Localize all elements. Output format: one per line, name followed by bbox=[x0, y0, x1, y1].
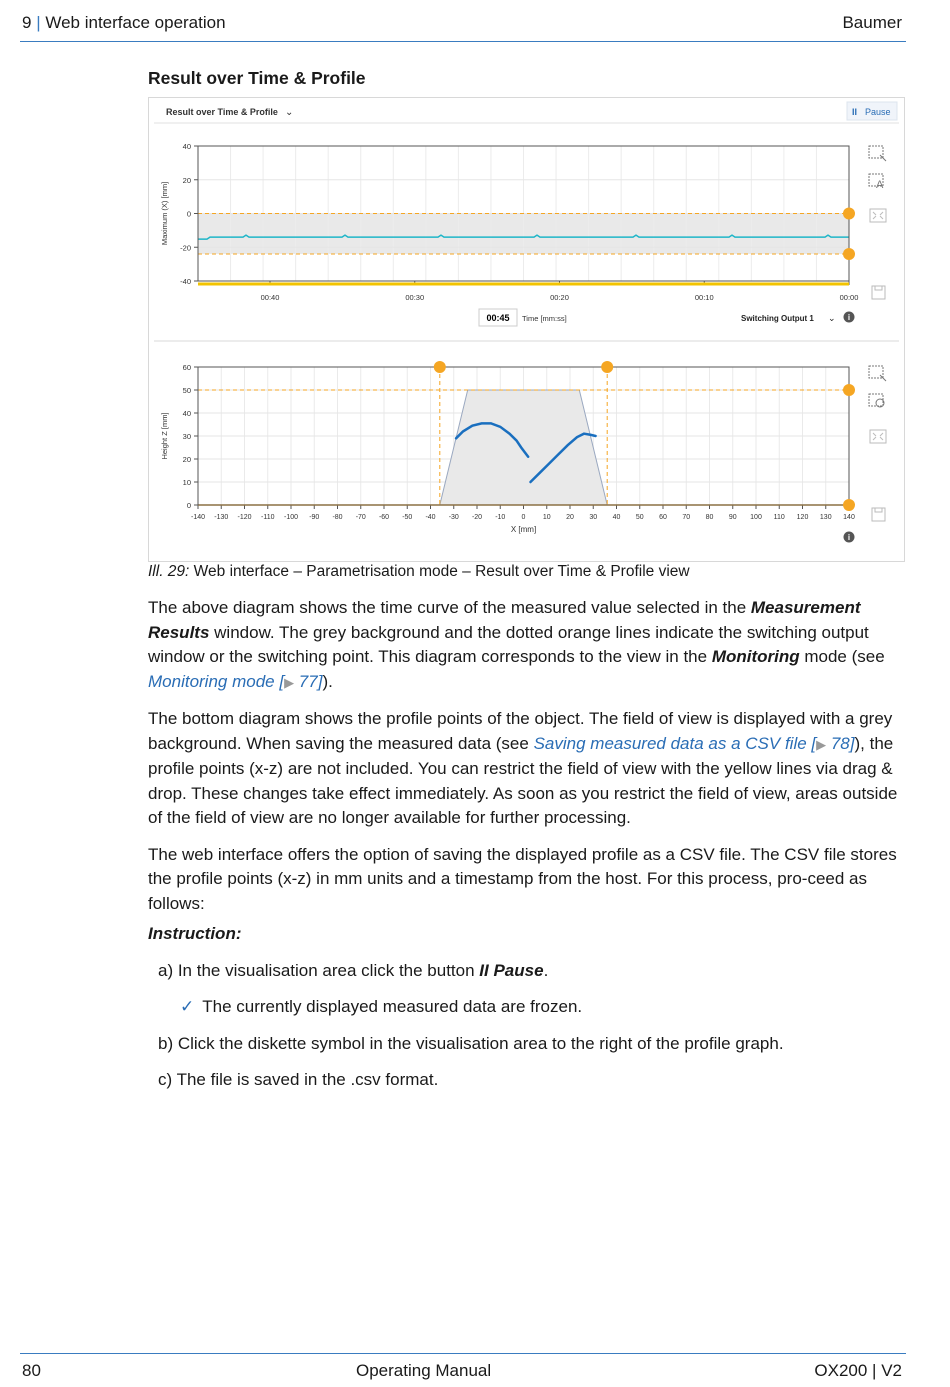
panel-title-chevron-icon[interactable]: ⌄ bbox=[285, 107, 294, 118]
x-tick-label: -50 bbox=[402, 514, 413, 521]
x-tick-label: 00:10 bbox=[694, 293, 714, 302]
step-a-bold: II Pause bbox=[479, 960, 544, 980]
fullscreen-icon-2[interactable] bbox=[870, 430, 886, 443]
svg-text:i: i bbox=[847, 313, 851, 322]
step-a-end: . bbox=[543, 960, 549, 980]
info-icon-2[interactable] bbox=[844, 532, 855, 543]
x-tick-label: 10 bbox=[542, 514, 551, 521]
x-tick-label: 00:20 bbox=[550, 293, 569, 302]
x-tick-label: 50 bbox=[635, 514, 644, 521]
save-diskette-icon[interactable] bbox=[872, 286, 885, 299]
fullscreen-icon[interactable] bbox=[870, 209, 886, 222]
y-axis-label: Height Z [mm] bbox=[160, 412, 169, 460]
brand-name: Baumer bbox=[842, 13, 902, 32]
time-badge bbox=[479, 309, 517, 326]
x-tick-label: 120 bbox=[796, 514, 809, 521]
paragraph-2 bbox=[148, 707, 906, 831]
limit-handle bbox=[843, 208, 855, 220]
y-tick-label: 20 bbox=[182, 175, 191, 185]
figure-caption bbox=[148, 563, 690, 581]
p1-text-1: The above diagram shows the time curve of the measured value selected in the bbox=[148, 598, 751, 617]
step-a-result bbox=[148, 995, 906, 1020]
field-of-view bbox=[440, 390, 607, 505]
caption-text: Web interface – Parametrisation mode – Result over Time & Profile view bbox=[189, 563, 690, 580]
x-tick-label: 110 bbox=[773, 514, 785, 521]
y-tick-label: 40 bbox=[182, 409, 191, 418]
p2-text-1: The bottom diagram shows the profile points of the object. The field of view is displayed with a grey background. When saving the measured data (see bbox=[148, 709, 893, 753]
measure-tool-icon[interactable] bbox=[869, 394, 884, 407]
section-title: Result over Time & Profile bbox=[148, 68, 366, 88]
chapter-heading: 9 | Web interface operation bbox=[22, 13, 226, 32]
pause-label: Pause bbox=[865, 107, 891, 117]
y-tick-label: 60 bbox=[182, 363, 191, 372]
checkmark-icon: ✓ bbox=[180, 997, 195, 1016]
page-number: 80 bbox=[22, 1361, 41, 1380]
x-tick-label: 40 bbox=[612, 514, 621, 521]
step-a-text: a) In the visualisation area click the button bbox=[158, 960, 480, 980]
y-tick-label: 40 bbox=[182, 142, 191, 151]
y-tick-label: 10 bbox=[182, 478, 191, 487]
page-footer bbox=[20, 1353, 906, 1384]
paragraph-3: The web interface offers the option of saving the displayed profile as a CSV file. The CSV file stores the profile points (x-z) in mm units and a timestamp from the host. For this process, pro-ceed as follows: bbox=[148, 844, 897, 913]
x-tick-label: -70 bbox=[355, 514, 366, 521]
x-tick-label: 0 bbox=[521, 514, 526, 521]
x-tick-label: 70 bbox=[682, 514, 691, 521]
y-axis-label: Maximum (X) [mm] bbox=[160, 181, 169, 246]
monitoring-mode-link[interactable] bbox=[148, 672, 322, 691]
x-tick-label: 00:30 bbox=[405, 293, 425, 302]
x-tick-label: -110 bbox=[261, 514, 275, 521]
x-tick-label: -140 bbox=[190, 514, 206, 521]
y-tick-label: -20 bbox=[180, 243, 191, 253]
x-tick-label: -40 bbox=[425, 514, 436, 521]
x-tick-label: 20 bbox=[566, 514, 574, 521]
link-arrow-icon: ▶ bbox=[284, 674, 295, 690]
x-tick-label: -20 bbox=[471, 514, 483, 521]
y-tick-label: 50 bbox=[182, 386, 191, 395]
x-tick-label: -130 bbox=[214, 514, 229, 521]
limit-handle bbox=[843, 384, 855, 396]
x-tick-label: 140 bbox=[843, 514, 855, 521]
chapter-title: Web interface operation bbox=[45, 13, 226, 32]
y-tick-label: 20 bbox=[182, 455, 191, 464]
x-tick-label: -90 bbox=[309, 514, 320, 521]
x-tick-label: 00:40 bbox=[260, 293, 280, 302]
x-tick-label: 130 bbox=[819, 514, 832, 521]
instruction-heading: Instruction: bbox=[148, 924, 242, 943]
panel-title: Result over Time & Profile bbox=[166, 107, 278, 117]
limit-handle bbox=[843, 248, 855, 260]
zoom-select-icon-2[interactable] bbox=[869, 366, 886, 381]
y-tick-label: 0 bbox=[186, 501, 191, 510]
x-tick-label: -10 bbox=[495, 514, 506, 521]
time-chart bbox=[160, 142, 858, 302]
x-tick-label: -100 bbox=[283, 514, 299, 521]
step-a bbox=[148, 959, 906, 984]
p1-text-4: ). bbox=[322, 671, 333, 691]
p2-link-page: 78] bbox=[826, 733, 855, 753]
p1-link-page: 77] bbox=[294, 671, 323, 691]
profile-chart bbox=[160, 361, 855, 534]
select-chevron-icon[interactable]: ⌄ bbox=[828, 313, 836, 323]
p1-text-3: mode (see bbox=[799, 647, 885, 666]
p2-link-label: Saving measured data as a CSV file [ bbox=[533, 733, 817, 753]
product-version: OX200 | V2 bbox=[814, 1361, 902, 1380]
fov-handle bbox=[434, 361, 446, 373]
p1-link-label: Monitoring mode [ bbox=[148, 671, 285, 691]
paragraph-1 bbox=[148, 596, 906, 695]
info-icon[interactable] bbox=[844, 312, 855, 323]
x-tick-label: 00:00 bbox=[839, 293, 859, 302]
pause-button[interactable] bbox=[847, 102, 897, 120]
x-axis-label: X [mm] bbox=[510, 525, 537, 534]
pause-icon: II bbox=[852, 107, 858, 117]
autoscale-icon[interactable] bbox=[869, 174, 884, 191]
p1-bold-2: Monitoring bbox=[711, 647, 800, 666]
x-tick-label: -80 bbox=[332, 514, 343, 521]
step-a-result-text: The currently displayed measured data are frozen. bbox=[202, 997, 583, 1016]
fov-handle bbox=[601, 361, 613, 373]
x-tick-label: 60 bbox=[659, 514, 667, 521]
x-tick-label: 100 bbox=[750, 514, 762, 521]
x-tick-label: 90 bbox=[728, 514, 737, 521]
step-b: b) Click the diskette symbol in the visualisation area to the right of the profile graph. bbox=[158, 1033, 784, 1053]
y-tick-label: 0 bbox=[186, 209, 191, 219]
y-tick-label: -40 bbox=[180, 277, 191, 286]
link-arrow-icon-2: ▶ bbox=[816, 736, 827, 752]
x-tick-label: 30 bbox=[589, 514, 598, 521]
save-diskette-icon-2[interactable] bbox=[872, 508, 885, 521]
x-tick-label: -60 bbox=[378, 514, 390, 521]
p1-text-2: window. The grey background and the dotted orange lines indicate the switching output window or the switching point. This diagram corresponds to the view in the bbox=[148, 622, 869, 666]
visualisation-panel bbox=[148, 97, 905, 562]
svg-text:i: i bbox=[847, 533, 851, 542]
p2-text-2: ), the profile points (x-z) are not included. You can restrict the field of view with the yellow lines via drag & drop. These changes take effect immediately. As soon as you restrict the field of view, areas outside of the field of view are no longer available for further processing. bbox=[148, 733, 898, 827]
p1-bold-1: Measurement Results bbox=[148, 598, 861, 642]
switching-output-select[interactable]: Switching Output 1 bbox=[741, 314, 814, 323]
page-header bbox=[20, 13, 906, 42]
step-c: c) The file is saved in the .csv format. bbox=[158, 1070, 439, 1089]
limit-handle bbox=[843, 499, 855, 511]
zoom-select-icon[interactable] bbox=[869, 146, 886, 161]
x-tick-label: -30 bbox=[448, 514, 459, 521]
caption-prefix: Ill. 29: bbox=[148, 563, 190, 580]
x-tick-label: -120 bbox=[237, 514, 252, 521]
time-axis-label: Time [mm:ss] bbox=[522, 314, 567, 323]
x-tick-label: 80 bbox=[705, 514, 714, 521]
y-tick-label: 30 bbox=[182, 432, 191, 441]
document-title: Operating Manual bbox=[356, 1361, 492, 1380]
time-badge-label: 00:45 bbox=[486, 313, 510, 323]
csv-saving-link[interactable] bbox=[534, 734, 855, 753]
svg-text:A: A bbox=[876, 179, 884, 191]
body-text bbox=[148, 596, 906, 1105]
chapter-number: 9 bbox=[22, 13, 32, 32]
